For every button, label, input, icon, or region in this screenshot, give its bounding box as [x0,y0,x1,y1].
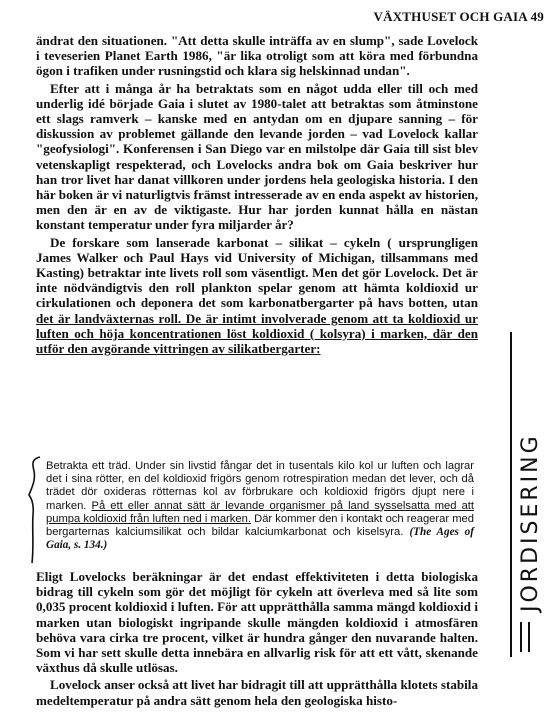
paragraph-2: Efter att i många år ha betraktats som en något udda eller till och med underlig idé började Gaia i slutet av 1980-talet att betraktas som åtminstone ett slags ramverk – kanske med en antydan om en djupare sanning – för diskussion av problemet gällande den levande jorden – vad Lovelock kallar "geofysiologi". Konferensen i San Diego var en milstolpe där Gaia till sist blev vetenskapligt respekterad, och Lovelocks andra bok om Gaia beskriver hur han tror livet har danat villkoren under jordens hela geologiska historia. I den här boken är vi naturligtvis främst intresserade av en enda aspekt av historien, men den är en av de viktigaste. Hur har jorden kunnat hålla en nästan konstant temperatur under fyra miljarder år? [36,80,478,233]
paragraph-5: Lovelock anser också att livet har bidragit till att upprätthålla klotets stabila medeltemperatur på andra sätt genom hela den geologiska histo- [36,677,478,708]
paragraph-3 [36,235,478,357]
handwritten-margin-note [497,322,547,662]
block-quote [46,460,474,552]
quote-text-a: Betrakta ett träd. Under sin livstid fångar det in tusentals kilo kol ur luften och lagrar det i sina rötter, en del koldioxid frigörs genom rotrespiration medan det lever, och då trädet dör oxideras rötternas kol av förbrukare och koldioxid frigörs djupt nere i marken. [46,460,474,512]
paragraph-3-main: De forskare som lanserade karbonat – silikat – cykeln ( ursprungligen James Walker och Paul Hays vid University of Michigan, tillsammans med Kasting) betraktar inte livets roll som väsentligt. Men det gör Lovelock. Det är inte nödvändigtvis den roll plankton spelar genom att hämta koldioxid ur cirkulationen och deponera det som karbonatbergarter på havs botten, utan [36,234,478,311]
quote-text-b: Där kommer den i kontakt och reagerar med bergarternas kalciumsilikat och bildar kalciumkarbonat och kiselsyra. [46,512,474,539]
running-header: VÄXTHUSET OCH GAIA 49 [373,9,544,24]
quote-bracket-mark [28,455,42,567]
handwritten-word: JORDISERING [518,433,543,612]
body-text-upper [36,33,478,358]
body-text-lower [36,569,478,710]
paragraph-3-underlined: det är landväxternas roll. De är intimt involverade genom att ta koldioxid ur luften och höja koncentrationen löst koldioxid ( kolsyra) i marken, där den utför den avgörande vittringen av silikatbergarter: [36,310,478,357]
paragraph-1: ändrat den situationen. "Att detta skulle inträffa av en slump", sade Lovelock i teveserien Planet Earth 1986, "är lika otroligt som att köra med förbundna ögon i trafiken under rusningstid och klara sig helskinnad undan". [36,33,478,79]
quote-text-underlined: På ett eller annat sätt är levande organismer på land sysselsatta med att pumpa koldioxid från luften ned i marken. [46,499,475,525]
paragraph-4: Eligt Lovelocks beräkningar är det endast effektiviteten i detta biologiska bidrag till cykeln som gör det möjligt för cykeln att överleva med så lite som 0,035 procent koldioxid i luften. För att upprätthålla samma mängd koldioxid i marken utan biologiskt ingripande skulle mängden koldioxid i atmosfären behöva vara cirka tre procent, vilket är hundra gånger den nuvarande halten. Som vi har sett skulle detta innebära en allvarlig risk för att ett vått, skenande växthus då skulle utlösas. [36,569,478,676]
quote-source: (The Ages of Gaia, s. 134.) [46,526,475,552]
